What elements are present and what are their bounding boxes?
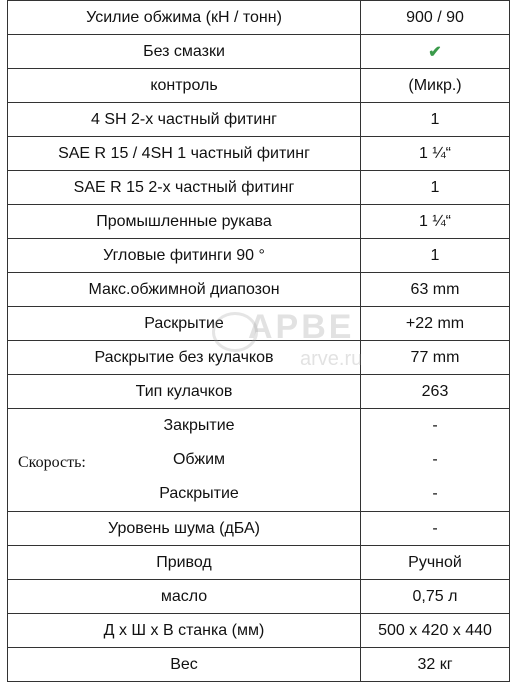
table-row (8, 512, 510, 546)
table-row (8, 375, 510, 409)
table-row (8, 239, 510, 273)
row-value: 1 (361, 171, 510, 205)
table-row (8, 580, 510, 614)
row-value: 263 (361, 375, 510, 409)
table-row (8, 614, 510, 648)
speed-label-cell (8, 409, 361, 512)
checkmark-icon: ✔ (428, 43, 442, 61)
row-value: 77 mm (361, 341, 510, 375)
row-value: 1 ¼“ (361, 137, 510, 171)
table-row (8, 1, 510, 35)
row-label: Уровень шума (дБА) (8, 512, 361, 546)
watermark-site: arve.ru (300, 348, 363, 370)
row-value: +22 mm (361, 307, 510, 341)
row-label: Тип кулачков (8, 375, 361, 409)
table-row (8, 648, 510, 682)
table-row (8, 171, 510, 205)
row-label: Макс.обжимной диапозон (8, 273, 361, 307)
row-label: Д х Ш х В станка (мм) (8, 614, 361, 648)
row-label: масло (8, 580, 361, 614)
row-label: Раскрытие (8, 307, 361, 341)
table-row (8, 307, 510, 341)
table-row (8, 205, 510, 239)
row-label: Промышленные рукава (8, 205, 361, 239)
watermark-brand: АРВЕ (248, 308, 355, 346)
table-row (8, 546, 510, 580)
row-label: SAE R 15 2-х частный фитинг (8, 171, 361, 205)
speed-item-value: - (432, 417, 438, 434)
row-value: 1 (361, 103, 510, 137)
row-value (361, 35, 510, 69)
speed-item-label: Обжим (172, 451, 226, 468)
speed-item-label: Раскрытие (159, 485, 239, 502)
table-row (8, 137, 510, 171)
row-label: Привод (8, 546, 361, 580)
row-label: контроль (8, 69, 361, 103)
row-value: (Микр.) (361, 69, 510, 103)
row-label: SAE R 15 / 4SH 1 частный фитинг (8, 137, 361, 171)
row-value: 32 кг (361, 648, 510, 682)
row-label: Без смазки (8, 35, 361, 69)
table-row (8, 35, 510, 69)
row-value: 900 / 90 (361, 1, 510, 35)
table-row (8, 103, 510, 137)
table-row (8, 273, 510, 307)
spec-table (7, 0, 510, 682)
row-label: Раскрытие без кулачков (8, 341, 361, 375)
speed-item-value: - (432, 451, 438, 468)
row-value: 1 ¼“ (361, 205, 510, 239)
row-value: 0,75 л (361, 580, 510, 614)
row-value: 63 mm (361, 273, 510, 307)
row-label: Угловые фитинги 90 ° (8, 239, 361, 273)
row-label: Вес (8, 648, 361, 682)
row-label: 4 SH 2-х частный фитинг (8, 103, 361, 137)
speed-value-cell (361, 409, 510, 512)
row-value: - (361, 512, 510, 546)
table-row (8, 69, 510, 103)
speed-item-label: Закрытие (163, 417, 235, 434)
row-value: 500 х 420 х 440 (361, 614, 510, 648)
table-row (8, 341, 510, 375)
speed-row (8, 409, 510, 512)
row-label: Усилие обжима (кН / тонн) (8, 1, 361, 35)
speed-item-value: - (432, 485, 438, 502)
speed-label: Скорость: (18, 454, 86, 471)
row-value: 1 (361, 239, 510, 273)
row-value: Ручной (361, 546, 510, 580)
